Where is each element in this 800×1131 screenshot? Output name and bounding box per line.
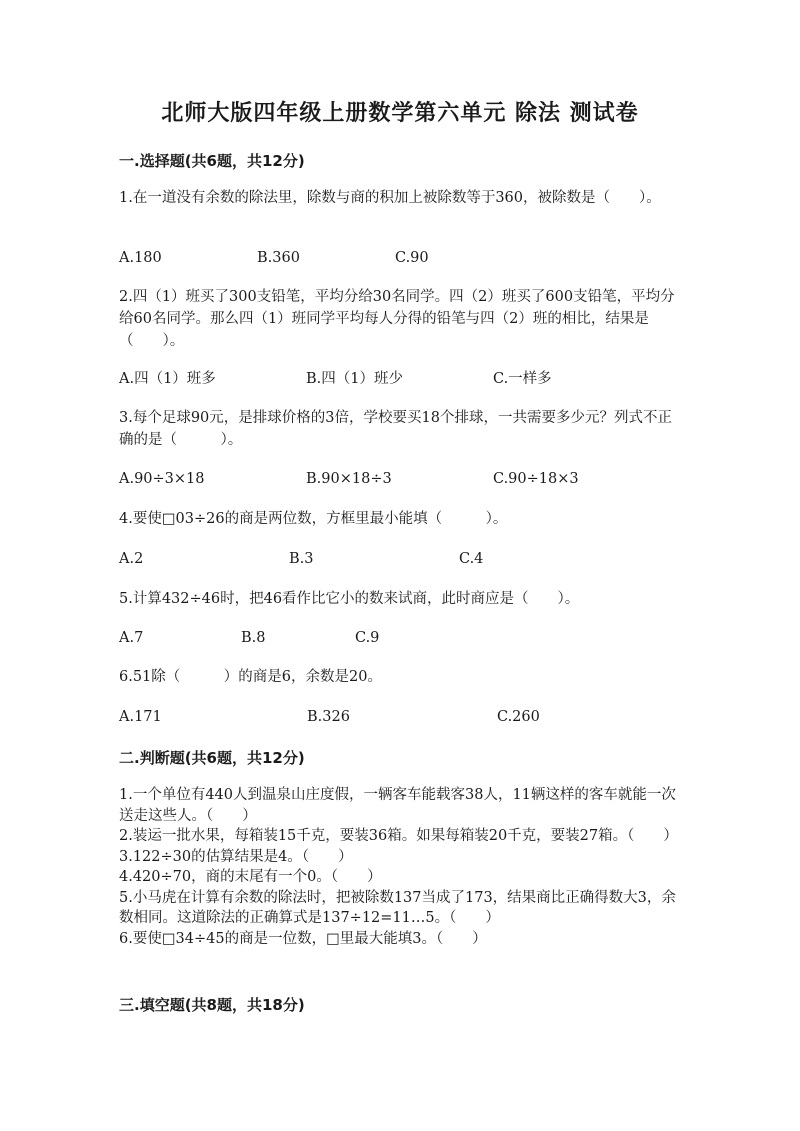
options-1	[119, 247, 719, 269]
judgment-item-1: 1.一个单位有440人到温泉山庄度假，一辆客车能载客38人，11辆这样的客车就能一次送走这些人。（ ）	[119, 787, 676, 824]
option-c: C.9	[355, 630, 380, 646]
option-a: A.7	[119, 630, 144, 646]
option-b: B.326	[307, 709, 350, 725]
option-b: B.360	[257, 250, 300, 266]
option-a: A.180	[119, 250, 162, 266]
judgment-list	[119, 785, 684, 949]
section-heading-choice: 一.选择题(共6题，共12分)	[119, 152, 305, 170]
option-c: C.90	[395, 250, 429, 266]
option-b: B.90×18÷3	[306, 471, 392, 487]
option-b: B.四（1）班少	[306, 371, 403, 387]
question-4: 4.要使□03÷26的商是两位数，方框里最小能填（ ）。	[119, 511, 508, 527]
option-a: A.90÷3×18	[119, 471, 205, 487]
section-heading-judgment: 二.判断题(共6题，共12分)	[119, 749, 305, 767]
question-3: 3.每个足球90元，是排球价格的3倍，学校要买18个排球，一共需要多少元？列式不正确的是（ ）。	[119, 410, 672, 448]
option-b: B.3	[289, 551, 314, 567]
option-c: C.260	[497, 709, 540, 725]
page-title: 北师大版四年级上册数学第六单元 除法 测试卷	[161, 101, 639, 126]
options-6	[119, 706, 719, 728]
judgment-item-4: 4.420÷70，商的末尾有一个0。（ ）	[119, 869, 382, 885]
options-5	[119, 627, 719, 649]
question-2: 2.四（1）班买了300支铅笔，平均分给30名同学。四（2）班买了600支铅笔，平均分给60名同学。那么四（1）班同学平均每人分得的铅笔与四（2）班的相比，结果是（ ）。	[119, 289, 675, 349]
question-5: 5.计算432÷46时，把46看作比它小的数来试商，此时商应是（ ）。	[119, 591, 580, 607]
option-a: A.2	[119, 551, 144, 567]
options-3	[119, 468, 719, 490]
option-c: C.90÷18×3	[493, 471, 579, 487]
judgment-item-3: 3.122÷30的估算结果是4。（ ）	[119, 848, 353, 865]
options-4	[119, 548, 719, 570]
options-2	[119, 368, 719, 390]
option-c: C.一样多	[493, 371, 552, 387]
option-c: C.4	[459, 551, 484, 567]
option-a: A.四（1）班多	[119, 371, 216, 387]
judgment-item-6: 6.要使□34÷45的商是一位数，□里最大能填3。（ ）	[119, 930, 487, 947]
question-1: 1.在一道没有余数的除法里，除数与商的积加上被除数等于360，被除数是（ ）。	[119, 190, 661, 206]
judgment-item-5: 5.小马虎在计算有余数的除法时，把被除数137当成了173，结果商比正确得数大3，余数相同。这道除法的正确算式是137÷12=11…5。（ ）	[119, 889, 676, 926]
judgment-item-2: 2.装运一批水果，每箱装15千克，要装36箱。如果每箱装20千克，要装27箱。（ ）	[119, 828, 678, 844]
section-heading-fill-blank: 三.填空题(共8题，共18分)	[119, 996, 305, 1014]
question-6: 6.51除（ ）的商是6，余数是20。	[119, 669, 382, 685]
option-b: B.8	[241, 630, 266, 646]
option-a: A.171	[119, 709, 162, 725]
